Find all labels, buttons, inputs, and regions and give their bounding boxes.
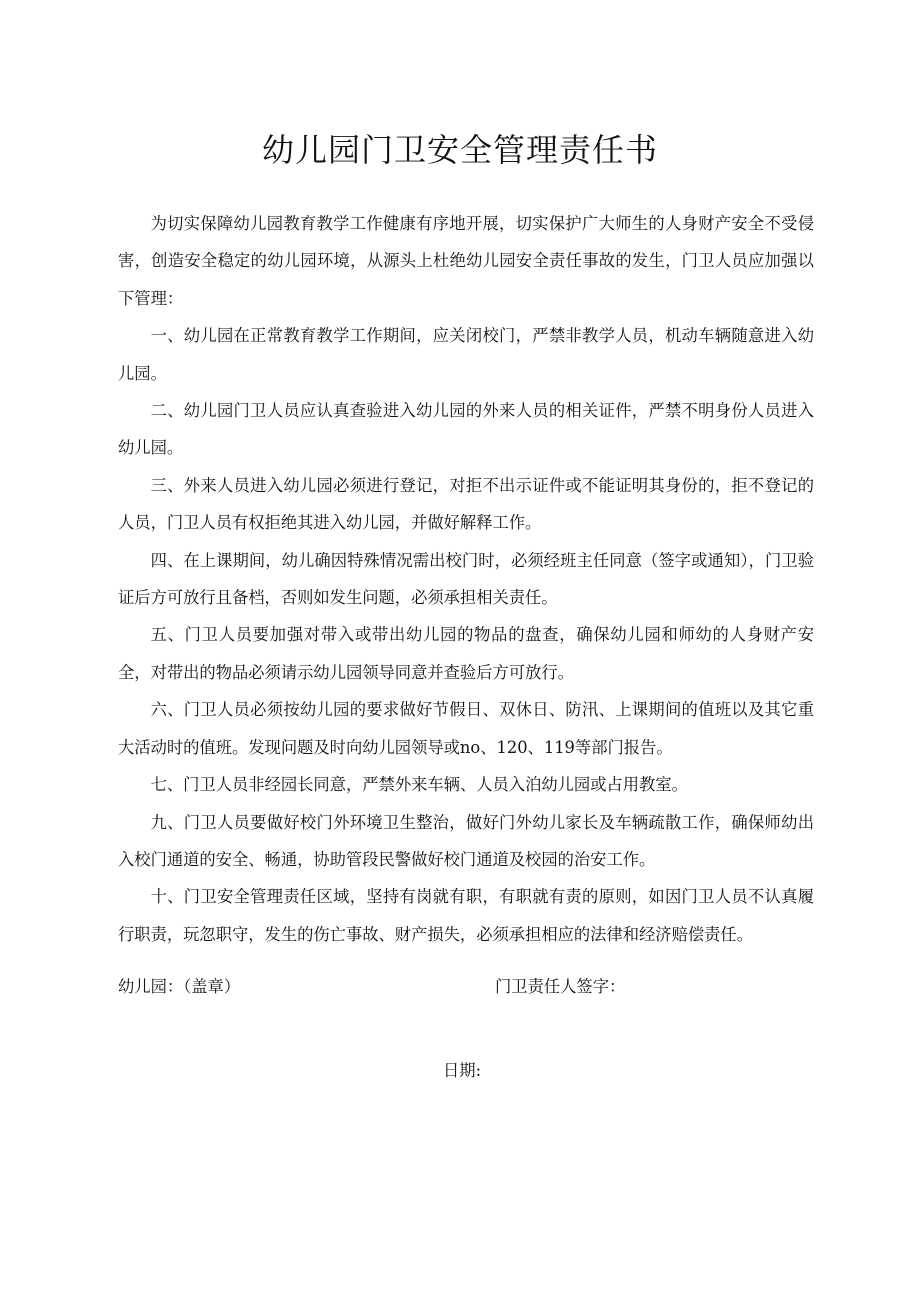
paragraph-item-10: 十、门卫安全管理责任区域，坚持有岗就有职，有职就有责的原则，如因门卫人员不认真履行职责，玩忽职守，发生的伤亡事故、财产损失，必须承担相应的法律和经济赔偿责任。	[118, 887, 814, 944]
paragraph-item-6: 六、门卫人员必须按幼儿园的要求做好节假日、双休日、防汛、上课期间的值班以及其它重大活动时的值班。发现问题及时向幼儿园领导或no、120、119等部门报告。	[118, 700, 814, 757]
paragraph-item-4: 四、在上课期间，幼儿确因特殊情况需出校门时，必须经班主任同意（签字或通知），门卫验证后方可放行且备档，否则如发生问题，必须承担相关责任。	[118, 550, 814, 608]
kindergarten-seal-label: 幼儿园：（盖章）	[118, 977, 241, 996]
guard-signature-label: 门卫责任人签字：	[495, 977, 626, 996]
paragraph-item-2: 二、幼儿园门卫人员应认真查验进入幼儿园的外来人员的相关证件，严禁不明身份人员进入幼儿园。	[118, 401, 814, 458]
signature-row	[118, 972, 814, 1002]
paragraph-item-5: 五、门卫人员要加强对带入或带出幼儿园的物品的盘查，确保幼儿园和师幼的人身财产安全，对带出的物品必须请示幼儿园领导同意并查验后方可放行。	[118, 625, 814, 682]
page-title: 幼儿园门卫安全管理责任书	[261, 131, 658, 169]
paragraph-item-1: 一、幼儿园在正常教育教学工作期间，应关闭校门，严禁非教学人员，机动车辆随意进入幼儿园。	[118, 326, 814, 383]
date-label: 日期:	[443, 1061, 482, 1080]
document-body	[118, 205, 814, 953]
paragraph-intro: 为切实保障幼儿园教育教学工作健康有序地开展，切实保护广大师生的人身财产安全不受侵害，创造安全稳定的幼儿园环境，从源头上杜绝幼儿园安全责任事故的发生，门卫人员应加强以下管理：	[118, 214, 814, 308]
paragraph-item-9: 九、门卫人员要做好校门外环境卫生整治，做好门外幼儿家长及车辆疏散工作，确保师幼出入校门通道的安全、畅通，协助管段民警做好校门通道及校园的治安工作。	[118, 812, 814, 869]
paragraph-item-7: 七、门卫人员非经园长同意，严禁外来车辆、人员入泊幼儿园或占用教室。	[150, 775, 688, 795]
paragraph-item-3: 三、外来人员进入幼儿园必须进行登记，对拒不出示证件或不能证明其身份的，拒不登记的人员，门卫人员有权拒绝其进入幼儿园，并做好解释工作。	[118, 475, 814, 533]
